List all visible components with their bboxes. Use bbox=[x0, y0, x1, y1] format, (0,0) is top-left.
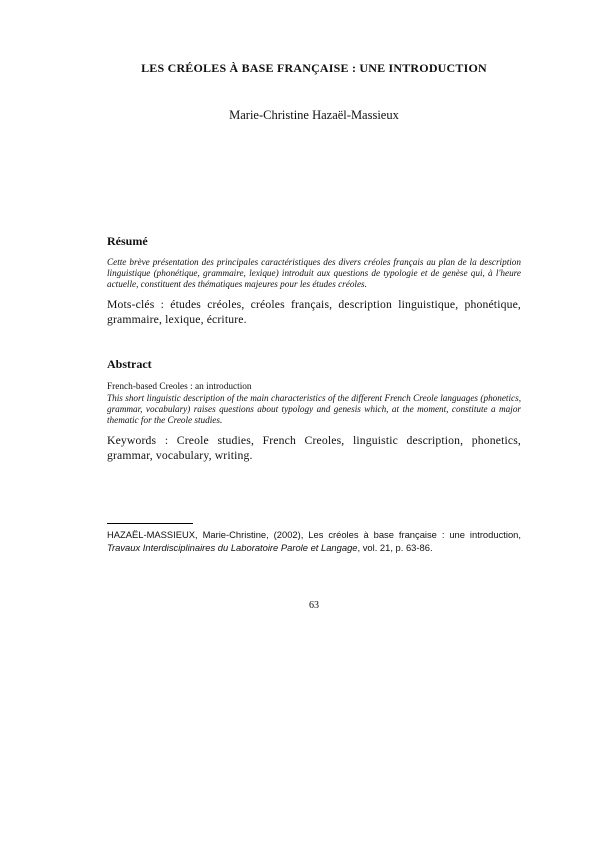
resume-heading: Résumé bbox=[107, 234, 148, 248]
author-name: Marie-Christine Hazaël-Massieux bbox=[229, 108, 399, 122]
abstract-keywords: Keywords : Creole studies, French Creoles, linguistic description, phonetics, grammar, vocabulary, writing. bbox=[107, 434, 521, 462]
resume-keywords: Mots-clés : études créoles, créoles français, description linguistique, phonétique, grammaire, lexique, écriture. bbox=[107, 298, 521, 326]
abstract-text: This short linguistic description of the main characteristics of the different French Creole languages (phonetics, grammar, vocabulary) raises questions about typology and genesis which, at the moment, constitute a major thematic for the Creole studies. bbox=[107, 393, 521, 425]
paper-title: LES CRÉOLES À BASE FRANÇAISE : UNE INTRODUCTION bbox=[141, 61, 487, 75]
footnote-citation-suffix: , vol. 21, p. 63-86. bbox=[357, 542, 433, 553]
resume-section bbox=[107, 233, 521, 327]
abstract-section bbox=[107, 356, 521, 463]
resume-text: Cette brève présentation des principales caractéristiques des divers créoles français au plan de la description linguistique (phonétique, grammaire, lexique) introduit aux questions de typologie et de genèse qui, à l'heure actuelle, constituent des thématiques majeures pour les études créoles. bbox=[107, 257, 521, 289]
abstract-english-title: French-based Creoles : an introduction bbox=[107, 382, 252, 392]
page-number: 63 bbox=[309, 600, 319, 611]
footnote-divider bbox=[107, 523, 193, 524]
footnote-journal-title: Travaux Interdisciplinaires du Laboratoire Parole et Langage bbox=[107, 542, 358, 553]
footnote-citation-prefix: HAZAËL-MASSIEUX, Marie-Christine, (2002), Les créoles à base française : une introduction, bbox=[107, 529, 521, 540]
citation-footnote bbox=[107, 528, 521, 554]
abstract-heading: Abstract bbox=[107, 357, 152, 371]
